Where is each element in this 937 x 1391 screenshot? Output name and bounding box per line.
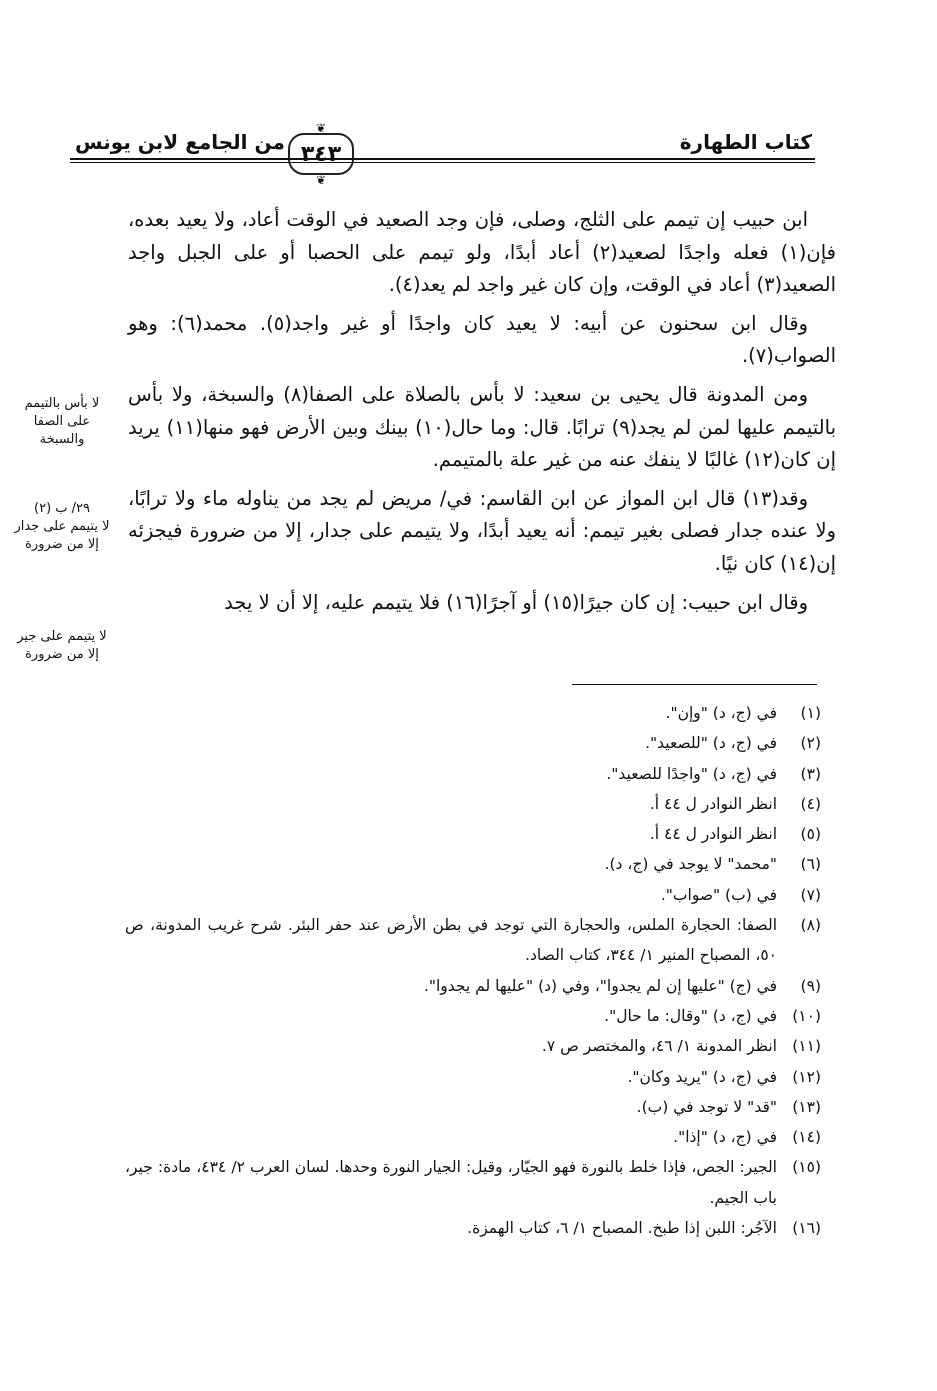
- paragraph: وقال ابن حبيب: إن كان جيرًا(١٥) أو آجرًا(١٦) فلا يتيمم عليه، إلا أن لا يجد: [224, 590, 808, 614]
- footnote-text: الصفا: الحجارة الملس، والحجارة التي توجد في بطن الأرض عند حفر البئر. شرح غريب المدونة، ص ٥٠، المصباح المنير ١/ ٣٤٤، كتاب الصاد.: [125, 916, 777, 965]
- margin-note: لا بأس بالتيمم على الصفا والسبخة: [24, 396, 100, 447]
- footnote-item: [125, 1001, 821, 1031]
- footnote-number: (٦): [800, 855, 821, 874]
- footnote-number: (١٣): [792, 1097, 821, 1116]
- footnote-separator: [572, 684, 817, 685]
- header-rule: [70, 158, 815, 160]
- footnote-item: [125, 971, 821, 1001]
- page-number-badge: [288, 121, 354, 187]
- footnote-text: انظر المدونة ١/ ٤٦، والمختصر ص ٧.: [541, 1037, 777, 1056]
- footnote-number: (٤): [800, 794, 821, 813]
- footnote-item: [125, 1092, 821, 1122]
- footnote-number: (٨): [800, 916, 821, 935]
- footnote-text: في (ج، د) "يريد وكان".: [627, 1067, 777, 1086]
- footnote-number: (١٢): [792, 1067, 821, 1086]
- paragraph: ومن المدونة قال يحيى بن سعيد: لا بأس بالصلاة على الصفا(٨) والسبخة، ولا بأس بالتيمم عليها لمن لم يجد(٩) ترابًا. قال: وما حال(١٠) بينك وبين الأرض فهو منها(١١) يريد إن كان(١٢) غالبًا لا ينفك عنه من غير علة بالمتيمم.: [128, 382, 836, 472]
- footnote-number: (٢): [800, 734, 821, 753]
- running-header-book-title: كتاب الطهارة: [679, 130, 812, 154]
- footnote-number: (١٠): [792, 1006, 821, 1025]
- margin-note-group: [12, 500, 112, 554]
- footnote-item: [125, 1062, 821, 1092]
- footnote-number: (٥): [800, 825, 821, 844]
- ornament-icon: ❦: [315, 121, 327, 135]
- footnote-item: [125, 698, 821, 728]
- paragraph: وقال ابن سحنون عن أبيه: لا يعيد كان واجدًا أو غير واجد(٥). محمد(٦): وهو الصواب(٧).: [128, 311, 836, 368]
- ornament-icon: ❦: [315, 173, 327, 187]
- running-header-source-title: من الجامع لابن يونس: [75, 130, 285, 154]
- footnote-item: [125, 728, 821, 758]
- footnotes: [125, 698, 821, 1243]
- footnote-text: في (ج، د) "إذا".: [673, 1128, 777, 1147]
- footnote-text: في (ج، د) "واجدًا للصعيد".: [606, 764, 777, 783]
- footnote-text: الجير: الجص، فإذا خلط بالنورة فهو الجيّار، وقيل: الجيار النورة وحدها. لسان العرب ٢/ ٤٣٤، مادة: جير، باب الجيم.: [125, 1158, 777, 1207]
- margin-note: لا يتيمم على جير إلا من ضرورة: [17, 629, 107, 662]
- footnote-number: (٧): [800, 885, 821, 904]
- footnote-number: (١١): [792, 1037, 821, 1056]
- footnote-text: الآجُر: اللبن إذا طبخ. المصباح ١/ ٦، كتاب الهمزة.: [467, 1219, 777, 1238]
- manuscript-folio-ref: ٢٩/ ب (٢): [34, 501, 90, 516]
- footnote-text: انظر النوادر ل ٤٤ أ.: [649, 825, 777, 844]
- footnote-text: في (ج، د) "وإن".: [665, 704, 777, 722]
- footnote-number: (١٤): [792, 1128, 821, 1147]
- footnote-item: [125, 1152, 821, 1213]
- footnote-number: (١٦): [792, 1219, 821, 1238]
- footnote-text: في (ج) "عليها إن لم يجدوا"، وفي (د) "عليها لم يجدوا".: [423, 976, 777, 995]
- footnote-number: (١): [800, 704, 821, 722]
- footnote-item: [125, 819, 821, 849]
- paragraph: ابن حبيب إن تيمم على الثلج، وصلى، فإن وجد الصعيد في الوقت أعاد، ولا يعيد بعده، فإن(١) فعله واجدًا لصعيد(٢) أعاد أبدًا، ولو تيمم على الحصبا أو على الجبل واجد الصعيد(٣) أعاد في الوقت، وإن كان غير واجد لم يعد(٤).: [128, 208, 836, 297]
- paragraph: وقد(١٣) قال ابن المواز عن ابن القاسم: في/ مريض لم يجد من يناوله ماء ولا ترابًا، ولا عنده جدار فصلى بغير تيمم: أنه يعيد أبدًا، ولا يتيمم على جدار، إلا من ضرورة فيجزئه إن(١٤) كان نيًا.: [128, 486, 836, 575]
- main-text: [128, 204, 836, 625]
- header-rule-thin: [70, 162, 815, 163]
- footnote-number: (٩): [800, 976, 821, 995]
- footnote-number: (٣): [800, 764, 821, 783]
- footnote-text: انظر النوادر ل ٤٤ أ.: [649, 794, 777, 813]
- margin-note: لا يتيمم على جدار إلا من ضرورة: [14, 519, 110, 552]
- footnote-item: [125, 849, 821, 879]
- footnote-text: "محمد" لا يوجد في (ج، د).: [604, 855, 777, 874]
- footnote-item: [125, 759, 821, 789]
- footnote-item: [125, 1031, 821, 1061]
- footnote-item: [125, 880, 821, 910]
- page-number: ٣٤٣: [300, 141, 342, 167]
- footnote-text: في (ج، د) "وقال: ما حال".: [604, 1006, 777, 1025]
- footnote-item: [125, 1213, 821, 1243]
- footnote-item: [125, 1122, 821, 1152]
- footnote-text: في (ج، د) "للصعيد".: [645, 734, 777, 753]
- footnote-number: (١٥): [792, 1158, 821, 1177]
- footnote-item: [125, 789, 821, 819]
- footnote-text: في (ب) "صواب".: [660, 885, 777, 904]
- footnote-item: [125, 910, 821, 971]
- footnote-text: "قد" لا توجد في (ب).: [636, 1097, 777, 1116]
